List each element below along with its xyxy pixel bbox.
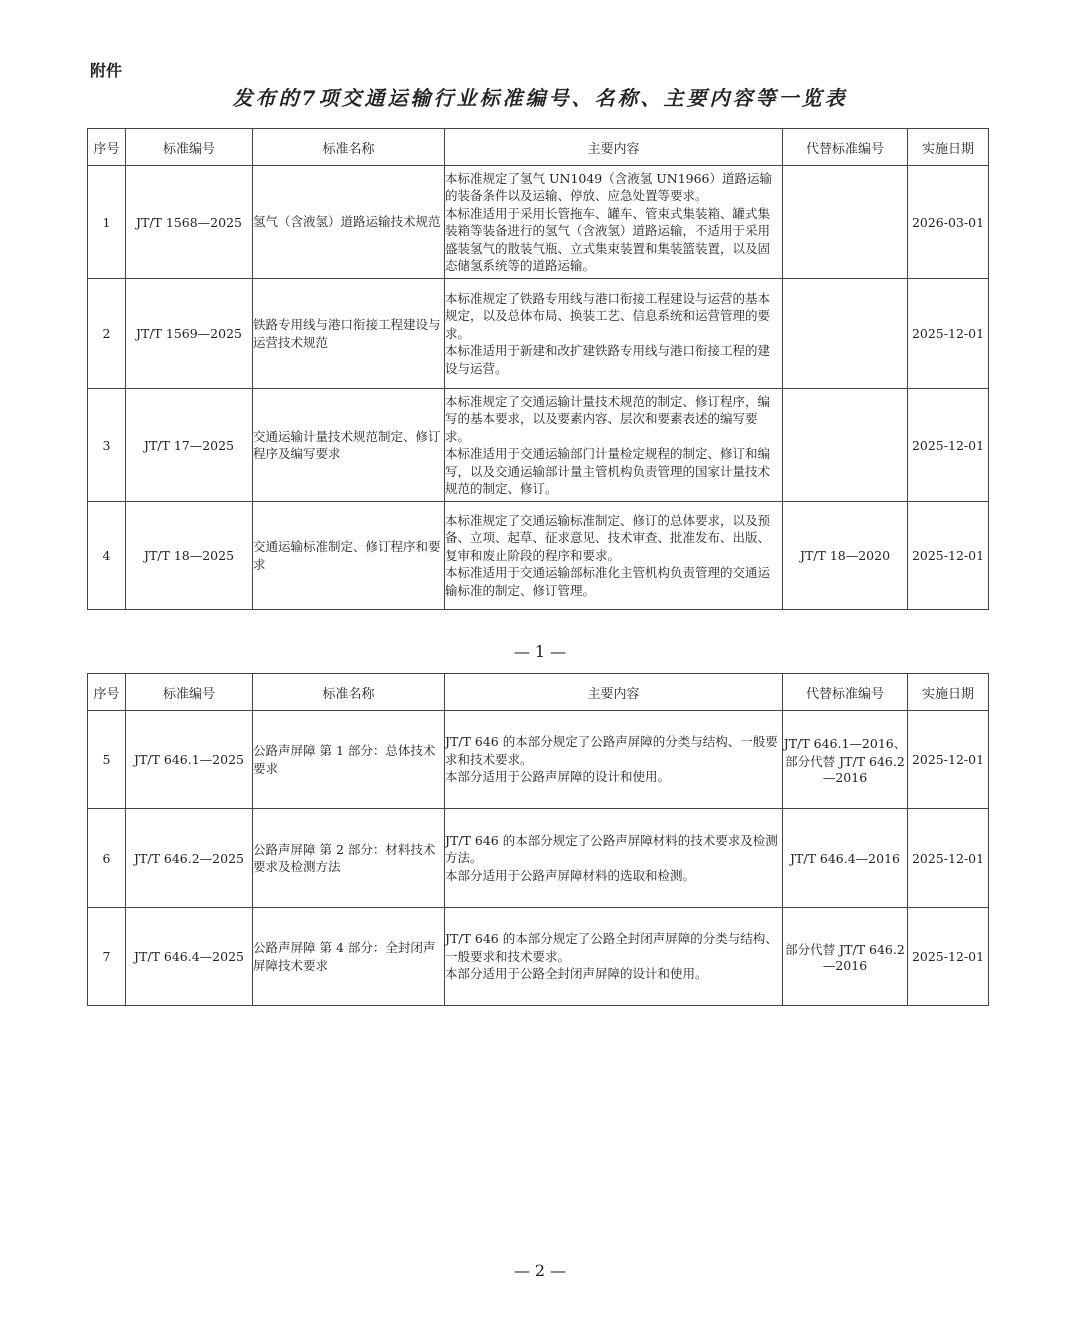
header-replaces: 代替标准编号 (783, 674, 908, 711)
standard-code: JT/T 646.2—2025 (126, 809, 253, 908)
table-row (88, 166, 989, 279)
header-date: 实施日期 (908, 129, 989, 166)
replaced-standard: JT/T 18—2020 (783, 502, 908, 610)
effective-date: 2025-12-01 (908, 502, 989, 610)
header-code: 标准编号 (126, 129, 253, 166)
standard-code: JT/T 646.4—2025 (126, 908, 253, 1006)
header-content: 主要内容 (445, 129, 783, 166)
content-paragraph: 本标准适用于交通运输部标准化主管机构负责管理的交通运输标准的制定、修订管理。 (445, 565, 771, 598)
standards-table-page-1 (87, 128, 989, 610)
effective-date: 2025-12-01 (908, 711, 989, 809)
header-date: 实施日期 (908, 674, 989, 711)
main-content (445, 711, 783, 809)
standard-name: 交通运输计量技术规范制定、修订程序及编写要求 (253, 389, 445, 502)
content-paragraph: JT/T 646 的本部分规定了公路声屏障的分类与结构、一般要求和技术要求。 (445, 734, 778, 767)
header-no: 序号 (88, 129, 126, 166)
content-paragraph: 本标准规定了铁路专用线与港口衔接工程建设与运营的基本规定，以及总体布局、换装工艺、信息系统和运营管理的要求。 (445, 290, 771, 341)
attachment-label: 附件 (90, 61, 123, 80)
content-paragraph: 本标准适用于新建和改扩建铁路专用线与港口衔接工程的建设与运营。 (445, 343, 771, 376)
standard-name: 铁路专用线与港口衔接工程建设与运营技术规范 (253, 279, 445, 389)
main-content (445, 279, 783, 389)
replaced-standard: JT/T 646.1—2016、部分代替 JT/T 646.2—2016 (783, 711, 908, 809)
row-number: 4 (88, 502, 126, 610)
standard-name: 交通运输标准制定、修订程序和要求 (253, 502, 445, 610)
effective-date: 2026-03-01 (908, 166, 989, 279)
standard-code: JT/T 1568—2025 (126, 166, 253, 279)
row-number: 1 (88, 166, 126, 279)
content-paragraph: 本标准规定了交通运输标准制定、修订的总体要求，以及预备、立项、起草、征求意见、技术审查、批准发布、出版、复审和废止阶段的程序和要求。 (445, 512, 771, 563)
row-number: 3 (88, 389, 126, 502)
table-row (88, 502, 989, 610)
standard-code: JT/T 18—2025 (126, 502, 253, 610)
main-content (445, 389, 783, 502)
content-paragraph: 本标准规定了氢气 UN1049（含液氢 UN1966）道路运输的装备条件以及运输、停放、应急处置等要求。 (445, 170, 773, 203)
effective-date: 2025-12-01 (908, 809, 989, 908)
content-paragraph: 本标准适用于采用长管拖车、罐车、管束式集装箱、罐式集装箱等装备进行的氢气（含液氢）道路运输，不适用于采用盛装氢气的散装气瓶、立式集束装置和集装篮装置，以及固态储氢系统等的道路运输。 (445, 205, 771, 273)
table-row (88, 389, 989, 502)
content-paragraph: 本部分适用于公路全封闭声屏障的设计和使用。 (445, 966, 708, 982)
content-paragraph: JT/T 646 的本部分规定了公路声屏障材料的技术要求及检测方法。 (445, 832, 778, 866)
table-header-row (88, 129, 989, 166)
standard-name: 氢气（含液氢）道路运输技术规范 (253, 166, 445, 279)
standard-name: 公路声屏障 第 2 部分：材料技术要求及检测方法 (253, 809, 445, 908)
row-number: 6 (88, 809, 126, 908)
effective-date: 2025-12-01 (908, 279, 989, 389)
content-paragraph: 本部分适用于公路声屏障的设计和使用。 (445, 769, 671, 785)
standard-code: JT/T 1569—2025 (126, 279, 253, 389)
main-content (445, 908, 783, 1006)
row-number: 7 (88, 908, 126, 1006)
table-row (88, 279, 989, 389)
content-paragraph: JT/T 646 的本部分规定了公路全封闭声屏障的分类与结构、一般要求和技术要求。 (445, 931, 778, 964)
content-paragraph: 本标准规定了交通运输计量技术规范的制定、修订程序，编写的基本要求，以及要素内容、层次和要素表述的编写要求。 (445, 393, 771, 444)
main-content (445, 166, 783, 279)
standard-code: JT/T 646.1—2025 (126, 711, 253, 809)
table-header-row (88, 674, 989, 711)
replaced-standard: JT/T 646.4—2016 (783, 809, 908, 908)
replaced-standard: 部分代替 JT/T 646.2—2016 (783, 908, 908, 1006)
header-replaces: 代替标准编号 (783, 129, 908, 166)
replaced-standard (783, 389, 908, 502)
header-name: 标准名称 (253, 674, 445, 711)
header-code: 标准编号 (126, 674, 253, 711)
header-no: 序号 (88, 674, 126, 711)
table-row (88, 711, 989, 809)
document-title: 发布的7项交通运输行业标准编号、名称、主要内容等一览表 (232, 86, 848, 110)
page-number-2: — 2 — (513, 1261, 567, 1280)
main-content (445, 502, 783, 610)
row-number: 2 (88, 279, 126, 389)
table-row (88, 908, 989, 1006)
main-content (445, 809, 783, 908)
effective-date: 2025-12-01 (908, 908, 989, 1006)
standard-name: 公路声屏障 第 4 部分：全封闭声屏障技术要求 (253, 908, 445, 1006)
table-row (88, 809, 989, 908)
header-content: 主要内容 (445, 674, 783, 711)
row-number: 5 (88, 711, 126, 809)
replaced-standard (783, 166, 908, 279)
standards-table-page-2 (87, 673, 989, 1006)
content-paragraph: 本部分适用于公路声屏障材料的选取和检测。 (445, 867, 696, 883)
header-name: 标准名称 (253, 129, 445, 166)
content-paragraph: 本标准适用于交通运输部门计量检定规程的制定、修订和编写，以及交通运输部计量主管机构负责管理的国家计量技术规范的制定、修订。 (445, 446, 771, 496)
effective-date: 2025-12-01 (908, 389, 989, 502)
standard-code: JT/T 17—2025 (126, 389, 253, 502)
standard-name: 公路声屏障 第 1 部分：总体技术要求 (253, 711, 445, 809)
replaced-standard (783, 279, 908, 389)
page-number-1: — 1 — (513, 642, 567, 661)
